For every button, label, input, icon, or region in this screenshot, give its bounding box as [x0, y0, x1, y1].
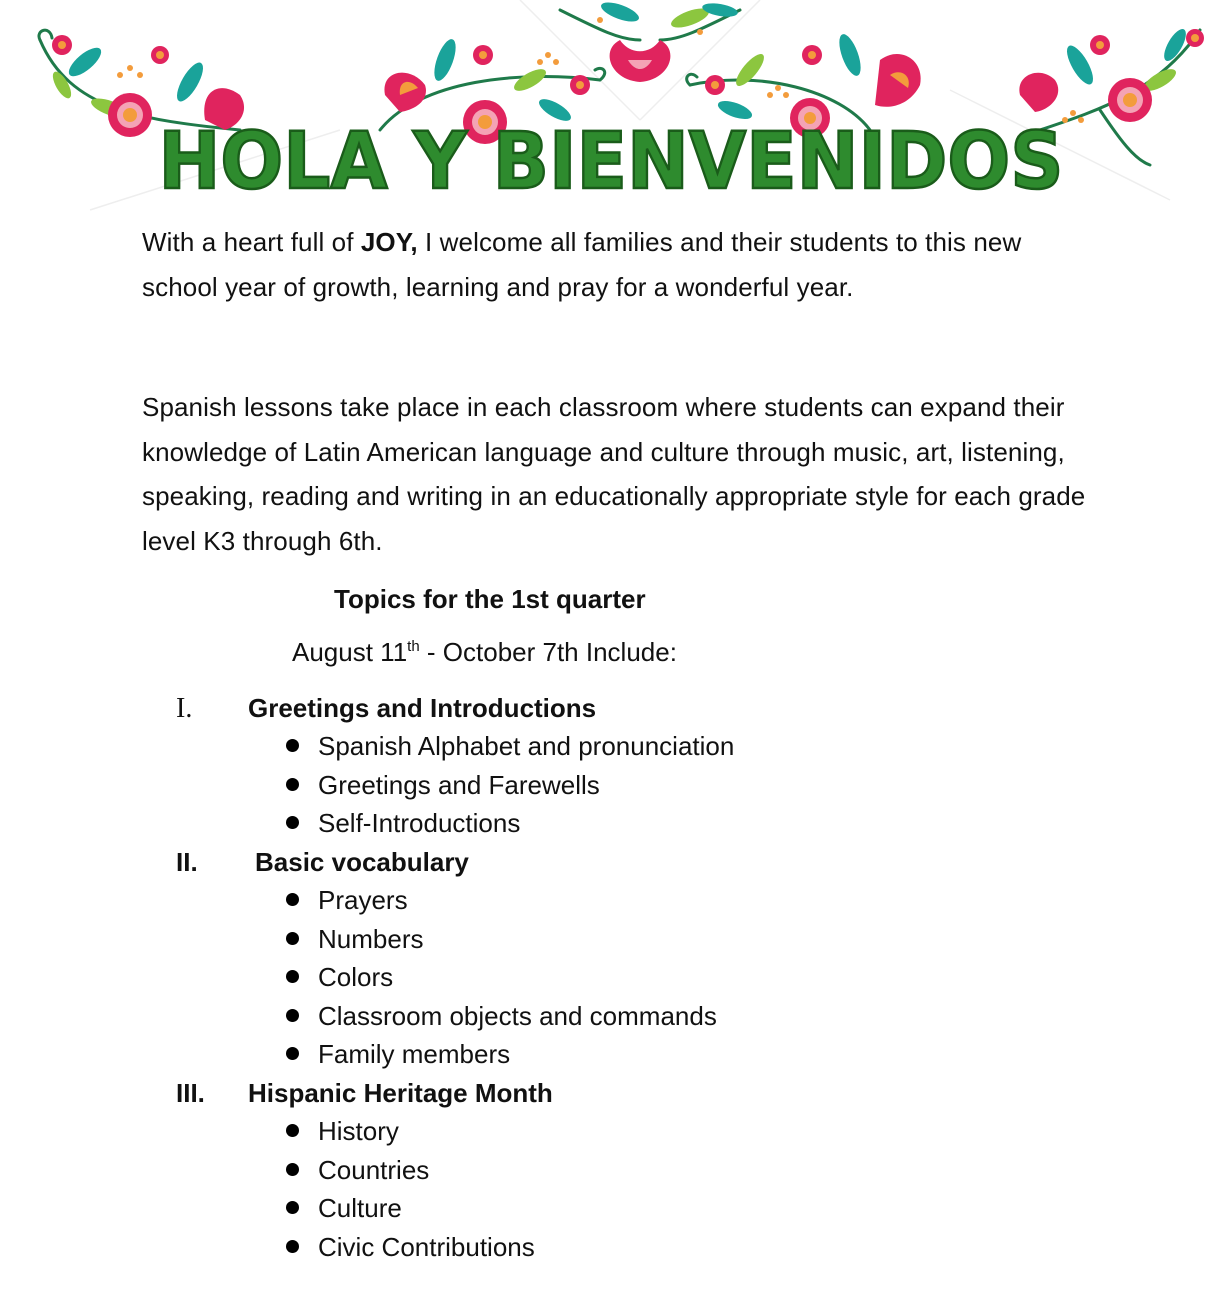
list-item [286, 1001, 717, 1032]
bullet-icon [286, 816, 299, 829]
section-title: Basic vocabulary [255, 847, 469, 877]
list-item-label: Greetings and Farewells [318, 770, 600, 800]
list-item-label: Classroom objects and commands [318, 1001, 717, 1031]
list-item [286, 808, 520, 839]
topics-heading: Topics for the 1st quarter [334, 584, 646, 614]
banner-title: HOLA Y BIENVENIDOS [158, 117, 1064, 207]
list-item [286, 962, 393, 993]
list-item-label: Family members [318, 1039, 511, 1069]
list-item-label: Numbers [318, 924, 424, 954]
bullet-icon [286, 739, 299, 752]
intro-paragraph [142, 220, 1102, 309]
bullet-icon [286, 778, 299, 791]
list-item [286, 885, 408, 916]
intro-before: With a heart full of [142, 227, 361, 257]
date-superscript: th [407, 638, 420, 655]
floral-banner-art [0, 0, 1206, 215]
bullet-icon [286, 1124, 299, 1137]
intro-joy: JOY, [360, 227, 418, 257]
list-item [286, 731, 734, 762]
list-item [286, 1155, 429, 1186]
date-range [292, 637, 677, 668]
list-item-label: Self-Introductions [318, 808, 521, 838]
bullet-icon [286, 1163, 299, 1176]
bullet-icon [286, 1240, 299, 1253]
bullet-icon [286, 1201, 299, 1214]
list-item [286, 1039, 510, 1070]
list-item [286, 1116, 399, 1147]
lessons-paragraph: Spanish lessons take place in each classroom where students can expand their knowledge of Latin American language and culture through music, art, listening, speaking, reading and writing in an educationally appropriate style for each grade level K3 through 6th. [142, 392, 1086, 556]
section-title: Greetings and Introductions [248, 693, 597, 723]
list-item [286, 1232, 535, 1263]
list-item-label: Countries [318, 1155, 430, 1185]
list-item [286, 924, 423, 955]
section-numeral: I. [176, 693, 193, 724]
bullet-icon [286, 1009, 299, 1022]
list-item [286, 1193, 402, 1224]
section-numeral: III. [176, 1078, 205, 1108]
list-item [286, 770, 600, 801]
section-numeral: II. [176, 847, 198, 877]
list-item-label: History [318, 1116, 399, 1146]
section-title: Hispanic Heritage Month [248, 1078, 553, 1108]
list-item-label: Prayers [318, 885, 408, 915]
floral-banner [0, 0, 1206, 215]
date-start: August 11 [292, 637, 408, 667]
bullet-icon [286, 1047, 299, 1060]
bullet-icon [286, 970, 299, 983]
bullet-icon [286, 932, 299, 945]
list-item-label: Civic Contributions [318, 1232, 535, 1262]
list-item-label: Colors [318, 962, 394, 992]
list-item-label: Culture [318, 1193, 402, 1223]
date-end: - October 7th Include: [419, 637, 677, 667]
intro-after: I welcome all families and their students to this new school year of growth, learning and pray for a wonderful year. [142, 227, 1022, 302]
bullet-icon [286, 893, 299, 906]
list-item-label: Spanish Alphabet and pronunciation [318, 731, 735, 761]
